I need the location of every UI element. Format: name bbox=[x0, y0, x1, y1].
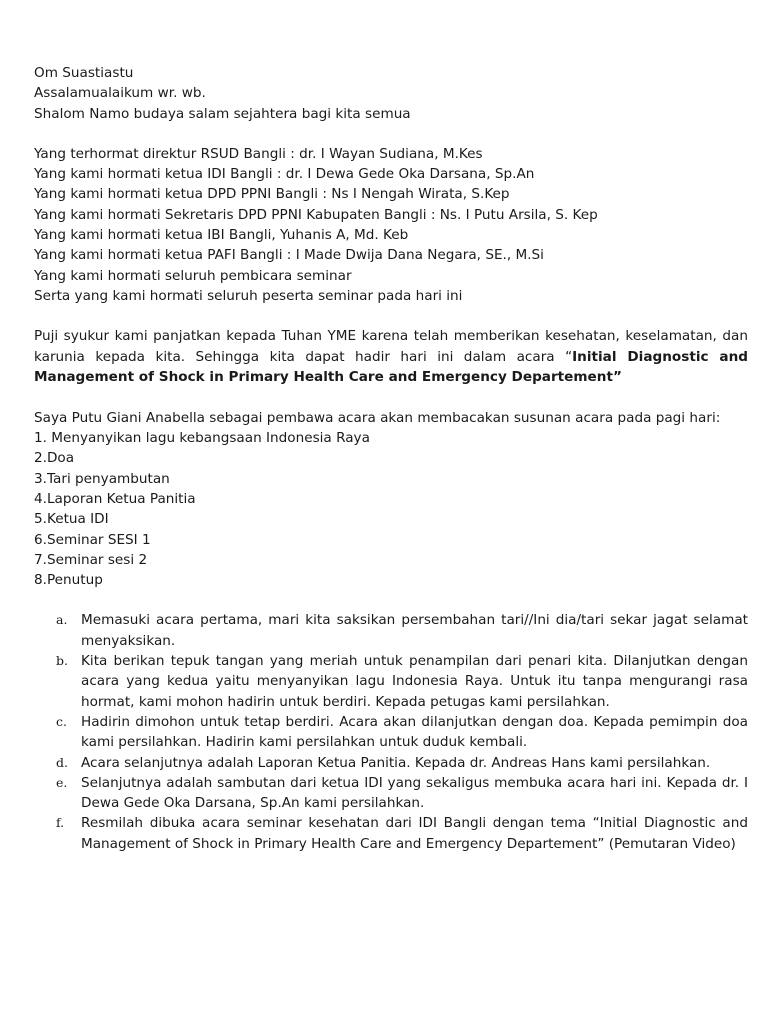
agenda-item: 7.Seminar sesi 2 bbox=[34, 551, 148, 568]
event-title: Initial Diagnostic and Management of Shock in Primary Health Care and Emergency Departement” bbox=[34, 348, 748, 386]
greetings-block bbox=[34, 63, 748, 124]
agenda-list bbox=[34, 428, 748, 590]
greeting-line: Shalom Namo budaya salam sejahtera bagi kita semua bbox=[34, 105, 411, 122]
step-item bbox=[56, 773, 748, 814]
step-marker: a. bbox=[56, 612, 68, 628]
honorific-line: Serta yang kami hormati seluruh peserta seminar pada hari ini bbox=[34, 287, 463, 304]
step-text: Resmilah dibuka acara seminar kesehatan dari IDI Bangli dengan tema “Initial Diagnostic and Management of Shock in Primary Health Care and Emergency Departement” (Pemutaran Video) bbox=[81, 815, 748, 852]
agenda-item: 4.Laporan Ketua Panitia bbox=[34, 490, 196, 507]
intro-paragraph bbox=[34, 326, 748, 388]
honorific-line: Yang kami hormati ketua IDI Bangli : dr. I Dewa Gede Oka Darsana, Sp.An bbox=[34, 166, 535, 183]
step-marker: c. bbox=[56, 713, 67, 729]
honorific-line: Yang kami hormati seluruh pembicara seminar bbox=[34, 267, 352, 284]
honorific-line: Yang terhormat direktur RSUD Bangli : dr. I Wayan Sudiana, M.Kes bbox=[34, 145, 483, 162]
step-marker: d. bbox=[56, 754, 68, 770]
honorific-line: Yang kami hormati ketua IBI Bangli, Yuhanis A, Md. Keb bbox=[34, 227, 409, 244]
step-text: Kita berikan tepuk tangan yang meriah untuk penampilan dari penari kita. Dilanjutkan dengan acara yang kedua yaitu menyanyikan lagu Indonesia Raya. Untuk itu tanpa mengurangi rasa hormat, kami mohon hadirin untuk berdiri. Kepada petugas kami persilahkan. bbox=[81, 653, 748, 710]
step-text: Acara selanjutnya adalah Laporan Ketua Panitia. Kepada dr. Andreas Hans kami persilahkan. bbox=[81, 754, 711, 771]
agenda-item: 8.Penutup bbox=[34, 572, 103, 589]
step-item bbox=[56, 651, 748, 712]
step-item bbox=[56, 712, 748, 753]
step-marker: f. bbox=[56, 815, 65, 831]
agenda-item: 1. Menyanyikan lagu kebangsaan Indonesia Raya bbox=[34, 430, 370, 447]
agenda-item: 3.Tari penyambutan bbox=[34, 470, 170, 487]
agenda-item: 2.Doa bbox=[34, 450, 75, 467]
step-item bbox=[56, 753, 748, 773]
agenda-intro: Saya Putu Giani Anabella sebagai pembawa acara akan membacakan susunan acara pada pagi hari: bbox=[34, 409, 721, 426]
step-text: Selanjutnya adalah sambutan dari ketua IDI yang sekaligus membuka acara hari ini. Kepada dr. I Dewa Gede Oka Darsana, Sp.An kami persilahkan. bbox=[81, 774, 748, 812]
greeting-line: Om Suastiastu bbox=[34, 65, 134, 81]
step-item bbox=[56, 610, 748, 651]
step-marker: e. bbox=[56, 774, 68, 790]
agenda-item: 6.Seminar SESI 1 bbox=[34, 531, 151, 548]
greeting-line: Assalamualaikum wr. wb. bbox=[34, 85, 206, 102]
step-marker: b. bbox=[56, 653, 68, 669]
honorific-line: Yang kami hormati ketua PAFI Bangli : I Made Dwija Dana Negara, SE., M.Si bbox=[34, 247, 544, 264]
step-text: Memasuki acara pertama, mari kita saksikan persembahan tari//Ini dia/tari sekar jagat selamat menyaksikan. bbox=[81, 612, 748, 649]
intro-text: Puji syukur kami panjatkan kepada Tuhan YME karena telah memberikan kesehatan, keselamatan, dan karunia kepada kita. Sehingga kita dapat hadir hari ini dalam acara “ bbox=[34, 328, 748, 365]
steps-list bbox=[34, 610, 748, 854]
agenda-item: 5.Ketua IDI bbox=[34, 511, 109, 528]
honorifics-block bbox=[34, 144, 748, 306]
honorific-line: Yang kami hormati ketua DPD PPNI Bangli : Ns I Nengah Wirata, S.Kep bbox=[34, 186, 510, 203]
step-text: Hadirin dimohon untuk tetap berdiri. Acara akan dilanjutkan dengan doa. Kepada pemimpin doa kami persilahkan. Hadirin kami persilahkan untuk duduk kembali. bbox=[81, 713, 748, 751]
honorific-line: Yang kami hormati Sekretaris DPD PPNI Kabupaten Bangli : Ns. I Putu Arsila, S. Kep bbox=[34, 206, 598, 223]
step-item bbox=[56, 813, 748, 854]
